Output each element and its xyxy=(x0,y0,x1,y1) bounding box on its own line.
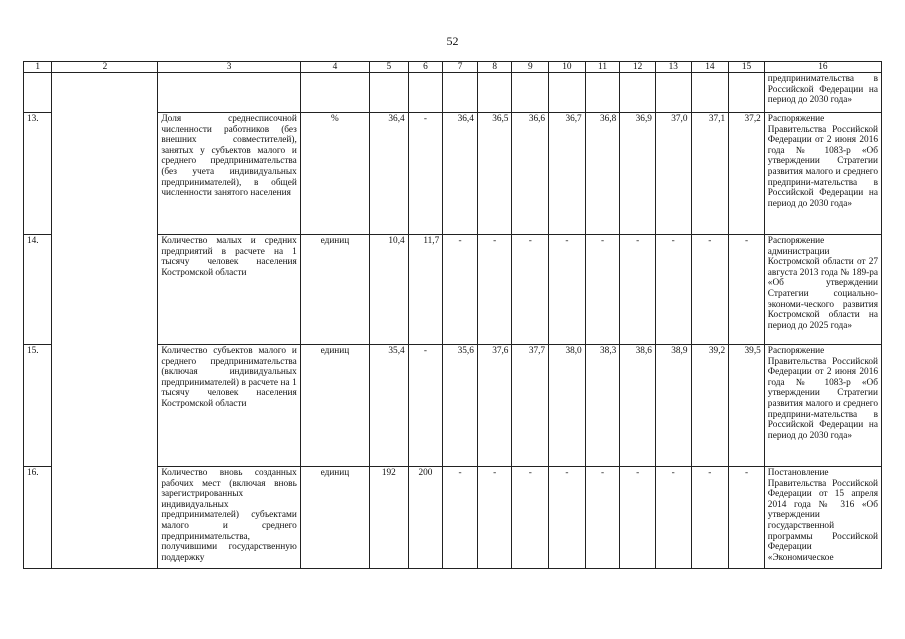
value-cell: 39,5 xyxy=(729,345,765,467)
value-cell: 36,4 xyxy=(370,113,409,235)
source-cell: предпринимательства в Российской Федерации на период до 2030 года» xyxy=(764,73,881,113)
value-cell: - xyxy=(620,235,656,345)
indicator-name: Количество субъектов малого и среднего предпринимательства (включая индивидуальных предпринимателей) в расчете на 1 тысячу человек населения Костромской области xyxy=(158,345,300,467)
header-cell: 10 xyxy=(549,62,586,73)
source-cell: Распоряжение Правительства Российской Федерации от 2 июня 2016 года № 1083-р «Об утверждении Стратегии развития малого и среднего предприни-мательства в Российской Федерации на период до 2030 года» xyxy=(764,345,881,467)
value-cell: - xyxy=(691,235,729,345)
row-number: 15. xyxy=(24,345,52,467)
value-cell: 36,4 xyxy=(443,113,478,235)
value-cell: 37,2 xyxy=(729,113,765,235)
value-cell: 35,4 xyxy=(370,345,409,467)
indicator-name: Количество вновь созданных рабочих мест (включая вновь зарегистрированных индивидуальных предпринимателей) субъектами малого и среднего предпринимательства, получившими государственную поддержку xyxy=(158,467,300,569)
indicator-name: Доля среднесписочной численности работников (без внешних совместителей), занятых у субъектов малого и среднего предпринимательства (без учета индивидуальных предпринимателей), в общей численности занятого населения xyxy=(158,113,300,235)
value-cell: 39,2 xyxy=(691,345,729,467)
value-cell: 192 xyxy=(370,467,409,569)
value-cell: 37,7 xyxy=(512,345,549,467)
source-cell: Постановление Правительства Российской Федерации от 15 апреля 2014 года № 316 «Об утверждении государственной программы Российской Федерации «Экономическое xyxy=(764,467,881,569)
header-cell: 12 xyxy=(620,62,656,73)
header-cell: 16 xyxy=(764,62,881,73)
page-number: 52 xyxy=(446,34,459,48)
row-number: 14. xyxy=(24,235,52,345)
value-cell: - xyxy=(691,467,729,569)
value-cell: 11,7 xyxy=(408,235,443,345)
value-cell: - xyxy=(655,467,691,569)
value-cell: 36,9 xyxy=(620,113,656,235)
header-cell: 2 xyxy=(52,62,158,73)
value-cell: 36,5 xyxy=(477,113,512,235)
value-cell: 36,6 xyxy=(512,113,549,235)
header-cell: 13 xyxy=(655,62,691,73)
row-number: 16. xyxy=(24,467,52,569)
value-cell: 36,8 xyxy=(585,113,620,235)
value-cell: - xyxy=(585,235,620,345)
value-cell: 200 xyxy=(408,467,443,569)
value-cell: 38,0 xyxy=(549,345,586,467)
value-cell: 35,6 xyxy=(443,345,478,467)
value-cell: 10,4 xyxy=(370,235,409,345)
value-cell: - xyxy=(585,467,620,569)
value-cell: 37,0 xyxy=(655,113,691,235)
table-row xyxy=(24,467,882,569)
unit-cell: % xyxy=(300,113,369,235)
value-cell: - xyxy=(477,235,512,345)
value-cell: - xyxy=(512,467,549,569)
value-cell: 38,3 xyxy=(585,345,620,467)
header-cell: 6 xyxy=(408,62,443,73)
value-cell: 38,6 xyxy=(620,345,656,467)
value-cell: - xyxy=(512,235,549,345)
source-cell: Распоряжение Правительства Российской Федерации от 2 июня 2016 года № 1083-р «Об утверждении Стратегии развития малого и среднего предприни-мательства в Российской Федерации на период до 2030 года» xyxy=(764,113,881,235)
value-cell: - xyxy=(443,235,478,345)
header-cell: 9 xyxy=(512,62,549,73)
row-number: 13. xyxy=(24,113,52,235)
header-cell: 15 xyxy=(729,62,765,73)
header-cell: 1 xyxy=(24,62,52,73)
value-cell: 37,6 xyxy=(477,345,512,467)
value-cell: - xyxy=(729,467,765,569)
table-row xyxy=(24,345,882,467)
header-cell: 3 xyxy=(158,62,300,73)
value-cell: - xyxy=(655,235,691,345)
value-cell: 37,1 xyxy=(691,113,729,235)
header-cell: 4 xyxy=(300,62,369,73)
value-cell: - xyxy=(729,235,765,345)
value-cell: 38,9 xyxy=(655,345,691,467)
header-cell: 11 xyxy=(585,62,620,73)
value-cell: - xyxy=(620,467,656,569)
value-cell: - xyxy=(477,467,512,569)
table-row xyxy=(24,235,882,345)
unit-cell: единиц xyxy=(300,235,369,345)
value-cell: - xyxy=(549,467,586,569)
value-cell: - xyxy=(443,467,478,569)
header-cell: 14 xyxy=(691,62,729,73)
carryover-row xyxy=(24,73,882,113)
header-row xyxy=(24,62,882,73)
unit-cell: единиц xyxy=(300,467,369,569)
header-cell: 8 xyxy=(477,62,512,73)
value-cell: - xyxy=(408,345,443,467)
header-cell: 7 xyxy=(443,62,478,73)
table-row xyxy=(24,113,882,235)
unit-cell: единиц xyxy=(300,345,369,467)
value-cell: - xyxy=(408,113,443,235)
source-cell: Распоряжение администрации Костромской области от 27 августа 2013 года № 189-ра «Об утверждении Стратегии социально-экономи-ческого развития Костромской области на период до 2025 года» xyxy=(764,235,881,345)
indicators-table xyxy=(23,61,882,569)
header-cell: 5 xyxy=(370,62,409,73)
value-cell: 36,7 xyxy=(549,113,586,235)
indicator-name: Количество малых и средних предприятий в расчете на 1 тысячу человек населения Костромской области xyxy=(158,235,300,345)
value-cell: - xyxy=(549,235,586,345)
